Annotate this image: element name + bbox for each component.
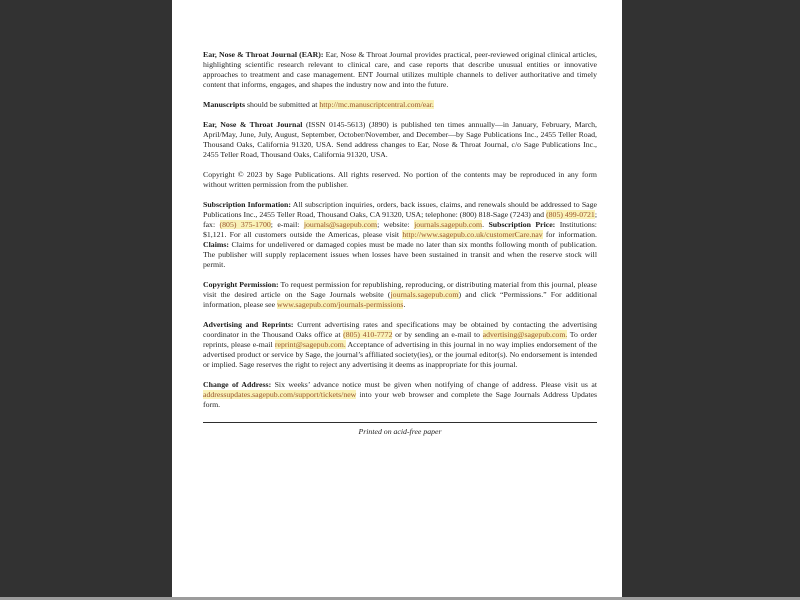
text-run: for information. [542, 230, 598, 239]
text-run: Claims for undelivered or damaged copies must be made no later than six months following month of publication. The publisher will supply replacement issues when losses have been sustained in transit and when the reserve stock will permit. [203, 240, 597, 269]
hyperlink[interactable]: http://mc.manuscriptcentral.com/ear. [319, 100, 434, 109]
hyperlink[interactable]: (805) 410-7772 [343, 330, 393, 339]
text-run: should be submitted at [245, 100, 320, 109]
advertising-reprints [203, 320, 597, 370]
text-run: Ear, Nose & Throat Journal provides practical, peer-reviewed original clinical articles, highlighting scientific research relevant to clinical care, and case reports that describe unusual entities or innovative approaches to treatment and case management. ENT Journal utilizes multiple channels to deliver authoritative and timely content that informs, engages, and shapes the industry now and into the future. [203, 50, 597, 89]
text-run: Copyright © 2023 by Sage Publications. All rights reserved. No portion of the contents may be reproduced in any form without written permission from the publisher. [203, 170, 597, 189]
text-run: into your web browser and complete the Sage Journals Address Updates form. [203, 390, 597, 409]
hyperlink[interactable]: reprint@sagepub.com. [274, 340, 346, 349]
text-run: or by sending an e-mail to [392, 330, 483, 339]
document-content [172, 0, 622, 437]
hyperlink[interactable]: journals.sagepub.com [390, 290, 459, 299]
bold-label: Claims: [203, 240, 229, 249]
hyperlink[interactable]: http://www.sagepub.co.uk/customerCare.nav [402, 230, 543, 239]
bold-label: Subscription Price: [488, 220, 556, 229]
bold-label: Change of Address: [203, 380, 272, 389]
copyright [203, 170, 597, 190]
text-run: ) and click “Permissions.” For additional information, please see [203, 290, 598, 309]
text-run: ; e-mail: [270, 220, 304, 229]
text-run: All subscription inquiries, orders, back issues, claims, and renewals should be addressed to Sage Publications Inc., 2455 Teller Road, Thousand Oaks, CA 91320, USA; telephone: (800) 818-Sage (7243) and [203, 200, 597, 219]
bold-label: Copyright Permission: [203, 280, 279, 289]
subscription-information [203, 200, 597, 270]
hyperlink[interactable]: (805) 499-0721 [546, 210, 595, 219]
bold-label: Manuscripts [203, 100, 246, 109]
hyperlink[interactable]: journals@sagepub.com [303, 220, 378, 229]
bold-label: Ear, Nose & Throat Journal [203, 120, 303, 129]
text-run: ; fax: [203, 210, 597, 229]
bold-label: Subscription Information: [203, 200, 291, 209]
acid-free-paper-note: Printed on acid-free paper [358, 427, 442, 436]
footer-rule [203, 422, 597, 423]
text-run: Current advertising rates and specifications may be obtained by contacting the advertising coordinator in the Thousand Oaks office at [203, 320, 597, 339]
journal-description [203, 50, 597, 90]
hyperlink[interactable]: www.sagepub.com/journals-permissions [277, 300, 404, 309]
bold-label: Ear, Nose & Throat Journal (EAR): [203, 50, 324, 59]
text-run: To request permission for republishing, reproducing, or distributing material from this journal, please visit the desired article on the Sage Journals website ( [203, 280, 597, 299]
copyright-permission [203, 280, 597, 310]
text-run: Acceptance of advertising in this journal in no way implies endorsement of the advertised product or service by Sage, the journal’s affiliated society(ies), or the journal editor(s). No endorsement is intended or implied. Sage reserves the right to reject any advertising it deems as inappropriate for this journal. [203, 340, 597, 369]
hyperlink[interactable]: advertising@sagepub.com. [482, 330, 568, 339]
document-body [203, 50, 597, 410]
text-run: ; website: [377, 220, 415, 229]
manuscripts [203, 100, 597, 110]
text-run: (ISSN 0145-5613) (J890) is published ten times annually—in January, February, March, April/May, June, July, August, September, October/November, and December—by Sage Publications Inc., 2455 Teller Road, Thousand Oaks, California 91320, USA. Send address changes to Ear, Nose & Throat Journal, c/o Sage Publications Inc., 2455 Teller Road, Thousand Oaks, California 91320, USA. [203, 120, 597, 159]
text-run: . [403, 300, 406, 309]
text-run: Six weeks’ advance notice must be given when notifying of change of address. Please visit us at [271, 380, 597, 389]
bold-label: Advertising and Reprints: [203, 320, 294, 329]
text-run: Institutions: $1,121. For all customers outside the Americas, please visit [203, 220, 597, 239]
text-run: . [482, 220, 489, 229]
hyperlink[interactable]: journals.sagepub.com [414, 220, 483, 229]
change-of-address [203, 380, 597, 410]
hyperlink[interactable]: addressupdates.sagepub.com/support/tickets/new [203, 390, 357, 399]
text-run: To order reprints, please e-mail [203, 330, 597, 349]
publication-info [203, 120, 597, 160]
document-page [172, 0, 622, 597]
hyperlink[interactable]: (805) 375-1700 [219, 220, 271, 229]
